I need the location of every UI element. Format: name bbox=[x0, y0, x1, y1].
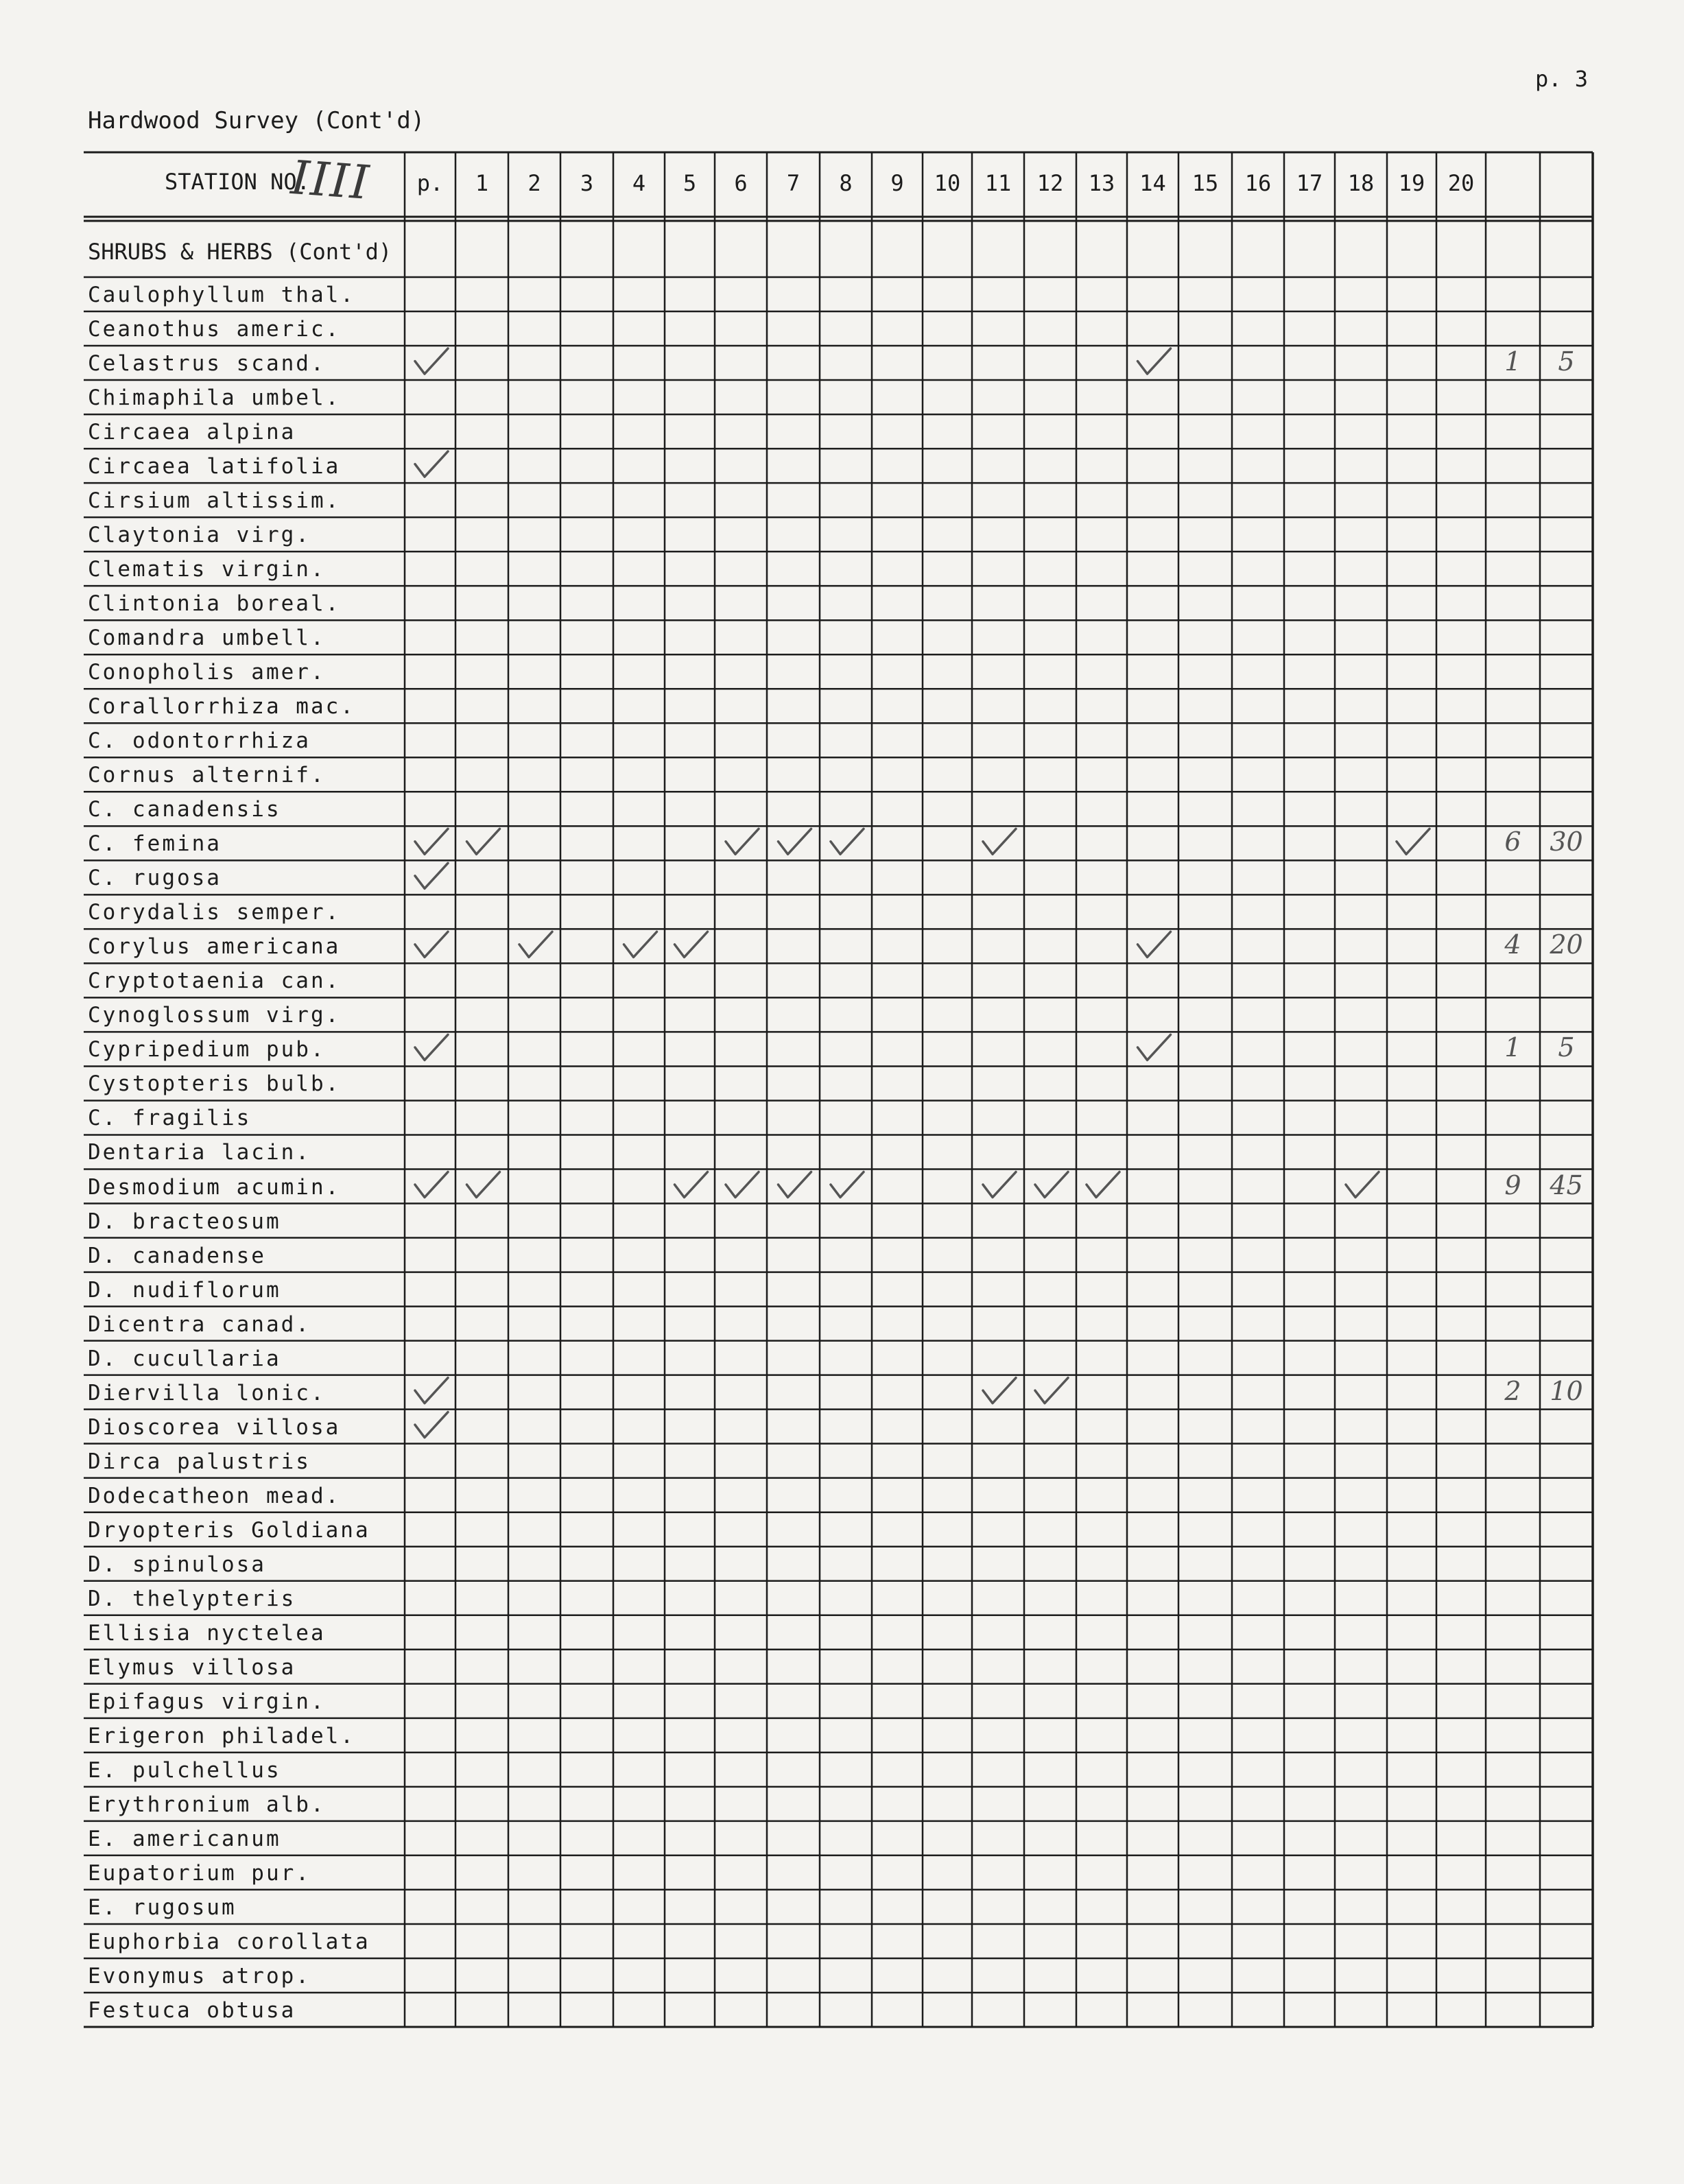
species-name: Claytonia virg. bbox=[88, 523, 311, 548]
column-header: 5 bbox=[683, 170, 697, 196]
species-name: C. rugosa bbox=[88, 866, 222, 891]
species-name: Euphorbia corollata bbox=[88, 1929, 370, 1954]
species-name: Festuca obtusa bbox=[88, 1997, 296, 2023]
species-name: Cypripedium pub. bbox=[88, 1037, 326, 1063]
species-name: Dicentra canad. bbox=[88, 1311, 311, 1337]
species-name: Dirca palustris bbox=[88, 1449, 311, 1474]
column-header: 16 bbox=[1244, 170, 1272, 196]
check-mark-icon bbox=[675, 931, 708, 957]
check-mark-icon bbox=[779, 829, 811, 854]
check-mark-icon bbox=[983, 1172, 1016, 1198]
species-name: Eupatorium pur. bbox=[88, 1860, 311, 1886]
species-name: E. pulchellus bbox=[88, 1757, 281, 1783]
station-number-stamp: IIII bbox=[289, 151, 372, 211]
species-name: D. spinulosa bbox=[88, 1552, 266, 1577]
station-count: 6 bbox=[1504, 827, 1521, 857]
column-header: 10 bbox=[934, 170, 961, 196]
species-name: Epifagus virgin. bbox=[88, 1689, 326, 1714]
species-name: Elymus villosa bbox=[88, 1654, 296, 1680]
species-name: Dryopteris Goldiana bbox=[88, 1517, 370, 1543]
species-name: Comandra umbell. bbox=[88, 626, 326, 651]
column-header: 15 bbox=[1191, 170, 1219, 196]
column-header: 17 bbox=[1296, 170, 1323, 196]
column-header: 18 bbox=[1347, 170, 1375, 196]
frequency-total: 45 bbox=[1550, 1170, 1583, 1200]
species-name: Ceanothus americ. bbox=[88, 317, 341, 342]
species-name: Diervilla lonic. bbox=[88, 1380, 326, 1405]
check-mark-icon bbox=[467, 829, 500, 854]
column-header: 2 bbox=[527, 170, 541, 196]
species-name: Chimaphila umbel. bbox=[88, 385, 341, 411]
check-mark-icon bbox=[1138, 348, 1171, 374]
species-name: Evonymus atrop. bbox=[88, 1963, 311, 1989]
species-name: D. nudiflorum bbox=[88, 1277, 281, 1303]
check-mark-icon bbox=[415, 863, 448, 888]
check-mark-icon bbox=[1035, 1378, 1068, 1403]
column-header: 9 bbox=[890, 170, 904, 196]
check-mark-icon bbox=[415, 1412, 448, 1438]
column-header: 14 bbox=[1139, 170, 1166, 196]
station-count: 2 bbox=[1504, 1375, 1521, 1406]
species-name: E. rugosum bbox=[88, 1895, 237, 1920]
species-name: Dodecatheon mead. bbox=[88, 1483, 341, 1508]
check-mark-icon bbox=[779, 1172, 811, 1198]
species-name: Cystopteris bulb. bbox=[88, 1071, 341, 1097]
species-name: Cryptotaenia can. bbox=[88, 969, 341, 994]
species-name: Erigeron philadel. bbox=[88, 1723, 355, 1748]
species-name: Erythronium alb. bbox=[88, 1792, 326, 1817]
column-header: 11 bbox=[984, 170, 1012, 196]
frequency-total: 30 bbox=[1550, 827, 1583, 857]
species-name: Clintonia boreal. bbox=[88, 591, 341, 617]
page-number: p. 3 bbox=[1535, 66, 1589, 92]
check-mark-icon bbox=[415, 1172, 448, 1198]
species-name: Cirsium altissim. bbox=[88, 488, 341, 514]
check-mark-icon bbox=[983, 829, 1016, 854]
column-header: 19 bbox=[1398, 170, 1425, 196]
check-mark-icon bbox=[675, 1172, 708, 1198]
check-mark-icon bbox=[726, 829, 759, 854]
check-mark-icon bbox=[1346, 1172, 1379, 1198]
check-mark-icon bbox=[415, 1378, 448, 1403]
check-mark-icon bbox=[415, 931, 448, 957]
station-count: 4 bbox=[1504, 929, 1521, 960]
check-mark-icon bbox=[726, 1172, 759, 1198]
check-mark-icon bbox=[1035, 1172, 1068, 1198]
station-label: STATION NO. bbox=[165, 169, 310, 195]
species-name: Celastrus scand. bbox=[88, 351, 326, 377]
column-header: 4 bbox=[632, 170, 646, 196]
column-header: p. bbox=[416, 170, 444, 196]
species-name: C. odontorrhiza bbox=[88, 728, 311, 754]
check-mark-icon bbox=[415, 348, 448, 374]
station-count: 9 bbox=[1504, 1170, 1521, 1200]
check-mark-icon bbox=[415, 829, 448, 854]
document-title: Hardwood Survey (Cont'd) bbox=[88, 107, 425, 134]
species-name: D. bracteosum bbox=[88, 1209, 281, 1234]
station-count: 1 bbox=[1504, 346, 1521, 377]
check-mark-icon bbox=[983, 1378, 1016, 1403]
frequency-total: 5 bbox=[1558, 346, 1575, 377]
column-header: 1 bbox=[475, 170, 489, 196]
species-name: Clematis virgin. bbox=[88, 557, 326, 582]
check-mark-icon bbox=[831, 829, 864, 854]
column-header: 20 bbox=[1447, 170, 1475, 196]
column-header: 3 bbox=[580, 170, 594, 196]
check-mark-icon bbox=[415, 1034, 448, 1060]
species-name: Corallorrhiza mac. bbox=[88, 694, 355, 720]
species-name: C. canadensis bbox=[88, 797, 281, 822]
check-mark-icon bbox=[1138, 1034, 1171, 1060]
column-header: 12 bbox=[1036, 170, 1064, 196]
species-name: Circaea alpina bbox=[88, 420, 296, 445]
species-name: Corydalis semper. bbox=[88, 900, 341, 925]
check-mark-icon bbox=[624, 931, 657, 957]
species-name: Cornus alternif. bbox=[88, 763, 326, 788]
station-count: 1 bbox=[1504, 1032, 1521, 1063]
species-name: Caulophyllum thal. bbox=[88, 283, 355, 307]
species-name: C. femina bbox=[88, 831, 222, 857]
check-mark-icon bbox=[831, 1172, 864, 1198]
species-name: Dioscorea villosa bbox=[88, 1414, 341, 1440]
species-name: Corylus americana bbox=[88, 934, 341, 960]
species-name: D. canadense bbox=[88, 1243, 266, 1268]
species-name: E. americanum bbox=[88, 1826, 281, 1851]
frequency-total: 10 bbox=[1550, 1375, 1583, 1406]
check-mark-icon bbox=[1087, 1172, 1119, 1198]
column-header: 7 bbox=[786, 170, 801, 196]
species-name: Ellisia nyctelea bbox=[88, 1620, 326, 1646]
species-name: D. cucullaria bbox=[88, 1346, 281, 1371]
species-name: C. fragilis bbox=[88, 1106, 252, 1131]
check-mark-icon bbox=[415, 451, 448, 477]
check-mark-icon bbox=[1138, 931, 1171, 957]
check-mark-icon bbox=[519, 931, 552, 957]
species-name: D. thelypteris bbox=[88, 1586, 296, 1611]
frequency-total: 20 bbox=[1550, 929, 1583, 960]
column-header: 13 bbox=[1088, 170, 1115, 196]
species-name: Cynoglossum virg. bbox=[88, 1003, 341, 1028]
check-mark-icon bbox=[1397, 829, 1430, 854]
species-name: Circaea latifolia bbox=[88, 454, 341, 479]
species-name: Desmodium acumin. bbox=[88, 1174, 341, 1200]
section-heading: SHRUBS & HERBS (Cont'd) bbox=[88, 239, 392, 265]
species-name: Dentaria lacin. bbox=[88, 1140, 311, 1165]
column-header: 6 bbox=[734, 170, 748, 196]
check-mark-icon bbox=[467, 1172, 500, 1198]
frequency-total: 5 bbox=[1558, 1032, 1575, 1063]
column-header: 8 bbox=[839, 170, 853, 196]
species-name: Conopholis amer. bbox=[88, 660, 326, 685]
